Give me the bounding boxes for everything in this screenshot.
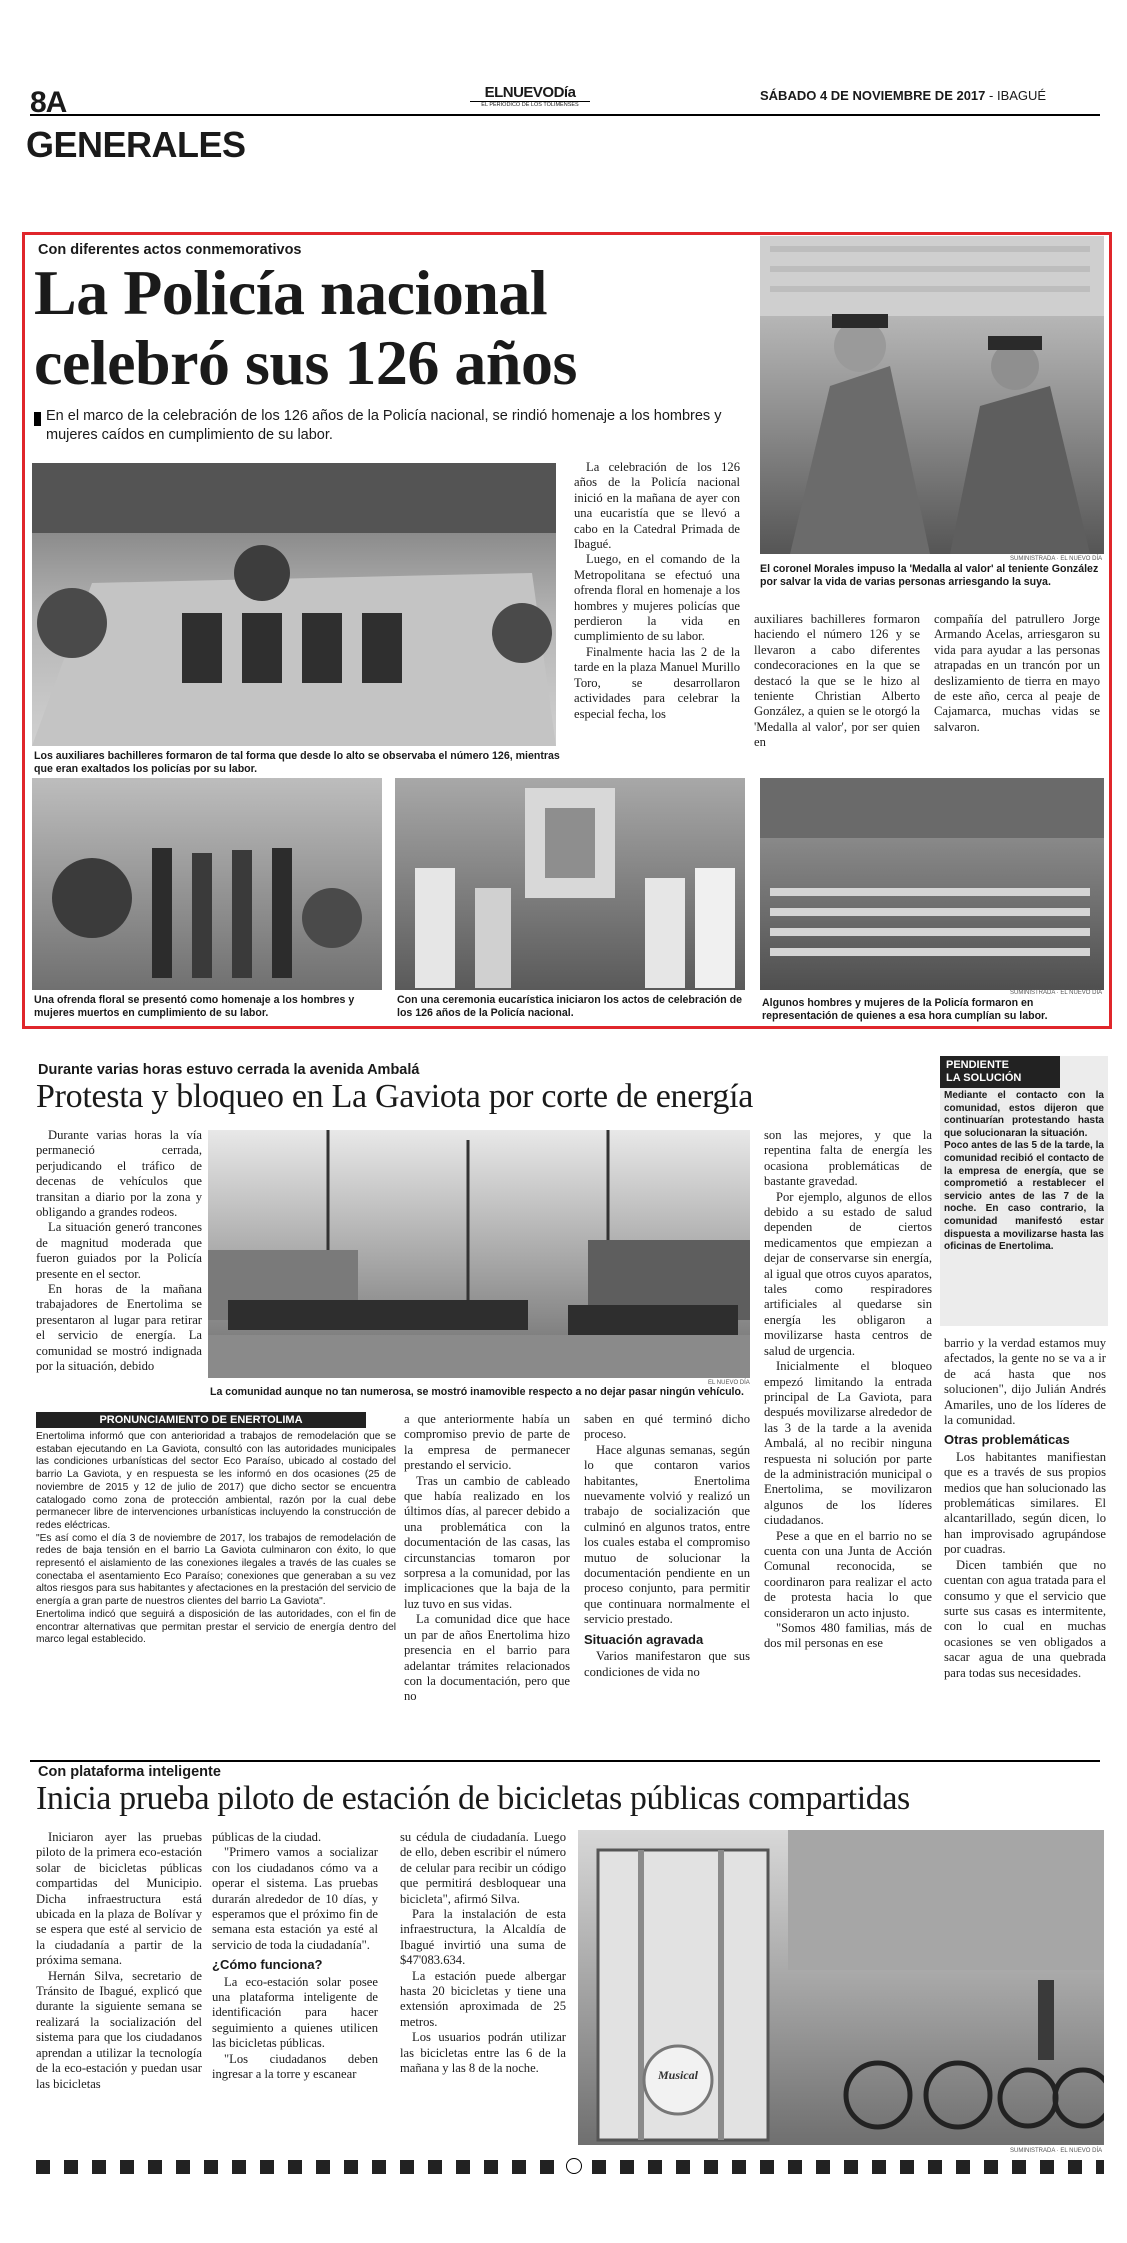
paragraph: Hace algunas semanas, según lo que contaron varios habitantes, Enertolima nuevamente volvió y realizó un trabajo de socialización que culminó en algunos tratos, entre los cuales estaba el compromiso mutuo de solucionar la documentación pendiente en un proceso conjunto, para permitir que continuara normalmente el servicio prestado.	[584, 1442, 750, 1627]
paragraph: Dicen también que no cuentan con agua tratada para el consumo y que el servicio que surte sus casas es intermitente, con lo cual en muchas ocasiones se ven obligados a sacar agua de una quebrada para todas sus necesidades.	[944, 1557, 1106, 1680]
story2-column-c	[404, 1412, 570, 1705]
paragraph: Luego, en el comando de la Metropolitana se efectuó una ofrenda floral en homenaje a los hombres y mujeres policías que perdieron la vida en cumplimiento de su labor.	[574, 552, 740, 644]
police-formation-photo	[760, 778, 1104, 990]
formation-photo-caption: Algunos hombres y mujeres de la Policía formaron en representación de quienes a esa hora cumplían su labor.	[762, 997, 1048, 1022]
aerial-plaza-photo	[32, 463, 556, 746]
aerial-photo-caption: Los auxiliares bachilleres formaron de tal forma que desde lo alto se observaba el número 126, mientras que eran exaltados los policías por su labor.	[34, 750, 560, 775]
paragraph: su cédula de ciudadanía. Luego de ello, deben escribir el número de celular para recibir un código que permitirá desbloquear una bicicleta", afirmó Silva.	[400, 1830, 566, 1906]
floral-photo-caption: Una ofrenda floral se presentó como homenaje a los hombres y mujeres muertos en cumplimiento de su labor.	[34, 994, 355, 1019]
paragraph: a que anteriormente había un compromiso previo de parte de la empresa de permanecer prestando el servicio.	[404, 1412, 570, 1473]
footer-pattern-right	[592, 2160, 1104, 2174]
paragraph: La situación generó trancones de magnitud moderada que fueron guiados por la Policía presente en el sector.	[36, 1220, 202, 1281]
paragraph: Los usuarios podrán utilizar las bicicletas entre las 6 de la mañana y las 8 de la noche.	[400, 2030, 566, 2076]
story2-column-f	[944, 1336, 1106, 1681]
paragraph: saben en qué terminó dicho proceso.	[584, 1412, 750, 1442]
pending-solution-title-l1: PENDIENTE	[946, 1059, 1009, 1071]
paragraph: "Es así como el día 3 de noviembre de 2017, los trabajos de remodelación de redes de baja tensión en el barrio La Gaviota culminaron con éxito, lo que representó el aislamiento de las conexiones ilegales a través de las cuales se conectaba el asentamiento Eco Paraíso; conexiones que generaban a su vez altos riesgos para sus habitantes y afectaciones en la prestación del servicio de energía a gran parte de nuestros clientes del barrio La Gaviota".	[36, 1532, 396, 1608]
pending-solution-title-l2: LA SOLUCIÓN	[946, 1072, 1022, 1084]
paragraph: "Primero vamos a socializar con los ciudadanos cómo va a operar el sistema. Las pruebas durarán alrededor de 10 días, y esperamos que el próximo fin de semana esta estación ya esté al servicio de toda la ciudadanía".	[212, 1845, 378, 1952]
paragraph: compañía del patrullero Jorge Armando Acelas, arriesgaron su vida para ayudar a las personas atrapadas en un trancón por un deslizamiento de tierra en mayo de este año, cerca al peaje de Cajamarca, muchas vidas se salvaron.	[934, 612, 1100, 734]
formation-photo-credit: SUMINISTRADA · EL NUEVO DÍA	[1010, 990, 1103, 996]
story1-headline	[34, 258, 577, 398]
story3-kicker: Con plataforma inteligente	[38, 1764, 221, 1780]
story3-column-3	[400, 1830, 566, 2077]
mass-ceremony-photo	[395, 778, 745, 990]
paragraph: Hernán Silva, secretario de Tránsito de Ibagué, explicó que durante la siguiente semana se realizará la socialización del sistema para que los ciudadanos aprendan a utilizar la tecnología de la eco-estación y puedan usar las bicicletas	[36, 1968, 202, 2091]
medal-ceremony-photo	[760, 236, 1104, 554]
story1-column-2	[754, 612, 920, 751]
floral-offering-photo	[32, 778, 382, 990]
medal-photo-caption: El coronel Morales impuso la 'Medalla al valor' al teniente González por salvar la vida de varias personas arriesgando la suya.	[760, 563, 1099, 588]
paragraph: Pese a que en el barrio no se cuenta con una Junta de Acción Comunal reconocida, se coordinaron para realizar el acto de protesta hacia lo que consideraron un acto injusto.	[764, 1528, 932, 1620]
story1-kicker: Con diferentes actos conmemorativos	[38, 242, 302, 258]
paragraph: Iniciaron ayer las pruebas piloto de la primera eco-estación solar de bicicletas públicas compartidas del Municipio. Dicha infraestructura está ubicada en la plaza de Bolívar y se espera que esté al servicio de la ciudadanía a partir de la próxima semana.	[36, 1830, 202, 1968]
brand-name: ELNUEVODía	[484, 84, 576, 101]
paragraph: La estación puede albergar hasta 20 bicicletas y tiene una extensión aproximada de 25 metros.	[400, 1968, 566, 2029]
story1-headline-line1: La Policía nacional	[34, 257, 548, 328]
paragraph: Poco antes de las 5 de la tarde, la comunidad recibió el contacto de la empresa de energía, que se comprometió a restablecer el servicio antes de las 7 de la noche. En caso contrario, la comunidad manifestó estar dispuesta a movilizarse hasta las oficinas de Enertolima.	[944, 1140, 1104, 1253]
story2-headline: Protesta y bloqueo en La Gaviota por corte de energía	[36, 1078, 754, 1115]
brand-tagline: EL PERIÓDICO DE LOS TOLIMENSES	[470, 101, 590, 108]
story3-column-2	[212, 1830, 378, 2083]
issue-date: SÁBADO 4 DE NOVIEMBRE DE 2017	[760, 88, 986, 103]
masthead-logo	[470, 84, 590, 108]
paragraph: Finalmente hacia las 2 de la tarde en la plaza Manuel Murillo Toro, se desarrollaron actividades para celebrar la especial fecha, los	[574, 644, 740, 721]
paragraph: Varios manifestaron que sus condiciones de vida no	[584, 1649, 750, 1679]
story2-column-e	[764, 1128, 932, 1652]
paragraph: auxiliares bachilleres formaron haciendo el número 126 y se llevaron a cabo diferentes condecoraciones en la que se destacó la que se le hizo al teniente Christian Alberto González, a quien se le otorgó la 'Medalla al valor', por ser quien en	[754, 612, 920, 750]
paragraph: En horas de la mañana trabajadores de Enertolima se presentaron al lugar para retirar el servicio de energía. La comunidad se mostró indignada por la situación, debido	[36, 1282, 202, 1374]
registration-mark	[566, 2158, 582, 2174]
story3-rule	[30, 1760, 1100, 1762]
bicycle-station-photo	[578, 1830, 1104, 2145]
paragraph: La eco-estación solar posee una plataforma inteligente de identificación para hacer seguimiento a quienes utilicen las bicicletas públicas.	[212, 1974, 378, 2051]
paragraph: Por ejemplo, algunos de ellos debido a su estado de salud dependen de ciertos medicamentos que empiezan a dejar de conservarse sin energía, al igual que otros cuyos aparatos, tales como respiradores artificiales al quedarse sin energía les obligaron a movilizarse hasta centros de salud de urgencia.	[764, 1189, 932, 1358]
enertolima-box-text	[36, 1431, 396, 1647]
footer-pattern-left	[36, 2160, 558, 2174]
issue-city: IBAGUÉ	[996, 88, 1047, 103]
bicycle-station-sign: Musical	[657, 2068, 698, 2082]
paragraph: Enertolima informó que con anterioridad a trabajos de remodelación que se estaban ejecutando en La Gaviota, consultó con las autoridades municipales las condiciones urbanísticas del sector Eco Paraíso, ubicado al costado del barrio La Gaviota, y en respuesta se les informó en dos ocasiones (25 de noviembre de 2015 y 12 de julio de 2017) que dicho sector se encuentra catalogado como zona de protección ambiental, razón por la cual debe permanecer libre de intervenciones urbanísticas incluyendo la construcción de redes eléctricas.	[36, 1431, 396, 1531]
paragraph: La comunidad dice que hace un par de años Enertolima hizo presencia en el barrio para adelantar trámites relacionados con la documentación, pero que no	[404, 1612, 570, 1704]
bicycle-photo-credit: SUMINISTRADA · EL NUEVO DÍA	[1010, 2148, 1103, 2154]
paragraph: barrio y la verdad estamos muy afectados, la gente no se va a ir de acá hasta que nos solucionen", dijo Julián Andrés Amariles, uno de los líderes de la comunidad.	[944, 1336, 1106, 1428]
paragraph: Enertolima indicó que seguirá a disposición de las autoridades, con el fin de encontrar alternativas que permitan prestar el servicio de energía dentro del marco legal establecido.	[36, 1608, 396, 1646]
story3-headline: Inicia prueba piloto de estación de bicicletas públicas compartidas	[36, 1780, 910, 1817]
paragraph: "Somos 480 familias, más de dos mil personas en ese	[764, 1621, 932, 1651]
story1-lead: En el marco de la celebración de los 126 años de la Policía nacional, se rindió homenaje a los hombres y mujeres caídos en cumplimiento de su labor.	[46, 408, 722, 443]
paragraph: Los habitantes manifiestan que es a través de sus propios medios que han solucionado las problemáticas similares. El alcantarillado, según dicen, lo han improvisado agrupándose por cuadras.	[944, 1449, 1106, 1557]
enertolima-box-title: PRONUNCIAMIENTO DE ENERTOLIMA	[36, 1412, 366, 1428]
paragraph: La celebración de los 126 años de la Policía nacional inició en la mañana de ayer con una eucaristía que se llevó a cabo en la Catedral Primada de Ibagué.	[574, 460, 740, 552]
paragraph: Mediante el contacto con la comunidad, estos dijeron que continuarían protestando hasta que solucionaran la situación.	[944, 1090, 1104, 1139]
subheading-otras: Otras problemáticas	[944, 1432, 1070, 1448]
protest-photo	[208, 1130, 750, 1378]
subheading-como-funciona: ¿Cómo funciona?	[212, 1957, 323, 1973]
paragraph: Inicialmente el bloqueo empezó limitando la entrada principal de La Gaviota, para después movilizarse alrededor de las 3 de la tarde a la avenida Ambalá, al no recibir ninguna respuesta ni solución por parte de la administración municipal o Enertolima, se movilizaron algunos de los líderes ciudadanos.	[764, 1359, 932, 1528]
story2-column-1	[36, 1128, 202, 1375]
subheading-situacion: Situación agravada	[584, 1631, 704, 1647]
paragraph: públicas de la ciudad.	[212, 1830, 322, 1844]
paragraph: Durante varias horas la vía permaneció cerrada, perjudicando el tráfico de decenas de vehículos que transitan a diario por la zona y obligando a grandes rodeos.	[36, 1128, 202, 1220]
story2-kicker: Durante varias horas estuvo cerrada la avenida Ambalá	[38, 1062, 420, 1078]
header-rule	[30, 114, 1100, 116]
protest-photo-caption: La comunidad aunque no tan numerosa, se mostró inamovible respecto a no dejar pasar ningún vehículo.	[210, 1386, 744, 1398]
protest-photo-credit: EL NUEVO DÍA	[708, 1380, 750, 1386]
story3-column-1	[36, 1830, 202, 2092]
page-number: 8A	[30, 86, 67, 119]
paragraph: "Los ciudadanos deben ingresar a la torre y escanear	[212, 2051, 378, 2082]
mass-photo-caption: Con una ceremonia eucarística iniciaron los actos de celebración de los 126 años de la Policía nacional.	[397, 994, 743, 1019]
paragraph: Tras un cambio de cableado que había realizado en los últimos días, al parecer debido a una problemática con la documentación de las casas, las circunstancias tomaron por sorpresa a la comunidad, por las implicaciones que la baja de la luz tuvo en sus vidas.	[404, 1473, 570, 1611]
paragraph: son las mejores, y que la repentina falta de energía les ocasiona problemáticas de bastante gravedad.	[764, 1128, 932, 1189]
header-dateline: SÁBADO 4 DE NOVIEMBRE DE 2017 - IBAGUÉ	[760, 88, 1047, 103]
story1-headline-line2: celebró sus 126 años	[34, 327, 577, 398]
story1-column-3	[934, 612, 1100, 735]
pending-solution-title	[940, 1056, 1060, 1088]
story2-column-d	[584, 1412, 750, 1680]
story1-column-1	[574, 460, 740, 722]
section-title: GENERALES	[26, 124, 246, 165]
pending-solution-text	[944, 1090, 1104, 1254]
lead-marker	[34, 412, 41, 426]
medal-photo-credit: SUMINISTRADA · EL NUEVO DÍA	[1010, 556, 1103, 562]
paragraph: Para la instalación de esta infraestructura, la Alcaldía de Ibagué invirtió una suma de $47'083.634.	[400, 1907, 566, 1968]
